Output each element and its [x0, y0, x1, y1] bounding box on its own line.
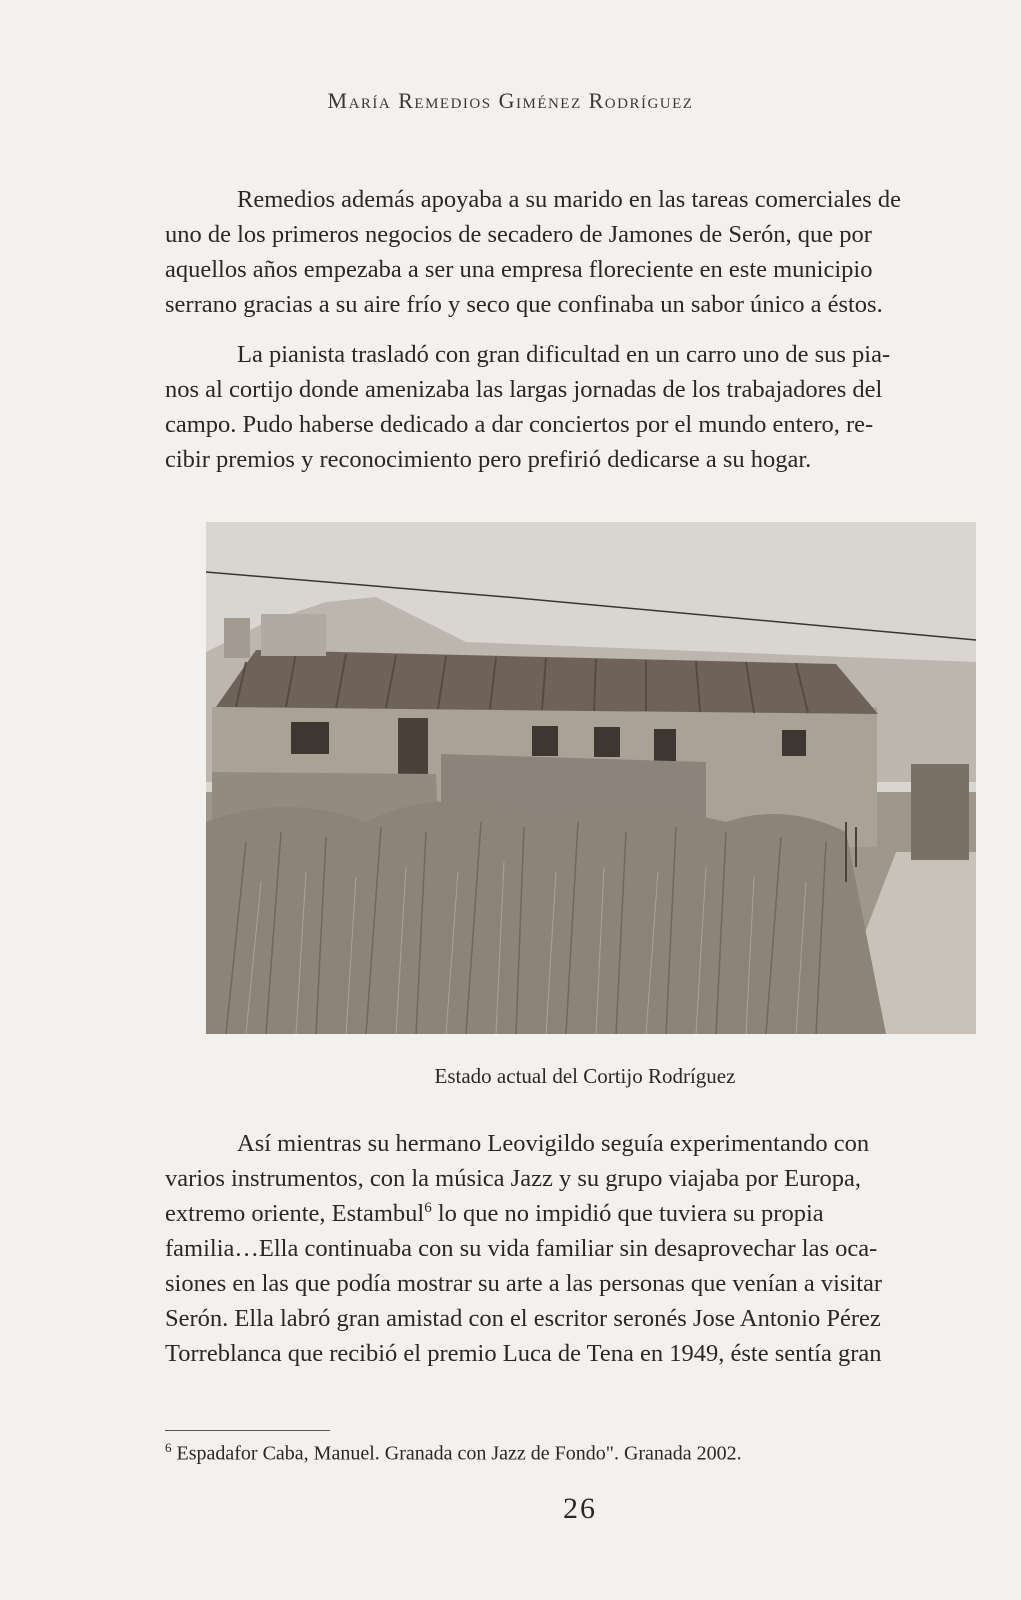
paragraph-line: varios instrumentos, con la música Jazz y su grupo viajaba por Europa, [165, 1165, 862, 1192]
paragraph-line: nos al cortijo donde amenizaba las largas jornadas de los trabajadores del [165, 376, 883, 403]
paragraph-line: Remedios además apoyaba a su marido en las tareas comerciales de [237, 186, 901, 213]
paragraph-1 [165, 182, 1010, 322]
page-number: 26 [563, 1492, 597, 1525]
paragraph-line: La pianista trasladó con gran dificultad en un carro uno de sus pia- [237, 341, 891, 368]
figure-caption: Estado actual del Cortijo Rodríguez [434, 1064, 736, 1088]
paragraph-line: campo. Pudo haberse dedicado a dar conciertos por el mundo entero, re- [165, 411, 874, 438]
line-part: extremo oriente, Estambul [165, 1200, 425, 1227]
paragraph-2 [165, 337, 1010, 477]
footnote [165, 1440, 742, 1466]
paragraph-line: familia…Ella continuaba con su vida familiar sin desaprovechar las oca- [165, 1235, 878, 1262]
paragraph-3 [165, 1126, 1010, 1371]
running-title: María Remedios Giménez Rodríguez [327, 88, 694, 113]
cortijo-photo [206, 522, 976, 1034]
paragraph-line: uno de los primeros negocios de secadero de Jamones de Serón, que por [165, 221, 872, 248]
paragraph-line: Torreblanca que recibió el premio Luca de Tena en 1949, éste sentía gran [165, 1340, 882, 1367]
paragraph-line: Así mientras su hermano Leovigildo seguía experimentando con [237, 1130, 870, 1157]
footnote-text: Espadafor Caba, Manuel. Granada con Jazz de Fondo". Granada 2002. [176, 1442, 742, 1465]
paragraph-line-with-footnote [165, 1196, 1010, 1231]
line-part: lo que no impidió que tuviera su propia [431, 1200, 824, 1227]
footnote-marker: 6 [165, 1440, 172, 1455]
footnote-rule [165, 1430, 330, 1431]
paragraph-line: serrano gracias a su aire frío y seco que confinaba un sabor único a éstos. [165, 291, 883, 318]
footnote-reference: 6 [424, 1199, 432, 1216]
paragraph-line: siones en las que podía mostrar su arte a las personas que venían a visitar [165, 1270, 883, 1297]
running-header [0, 88, 1021, 114]
paragraph-line: cibir premios y reconocimiento pero prefirió dedicarse a su hogar. [165, 446, 812, 473]
paragraph-line: Serón. Ella labró gran amistad con el escritor seronés Jose Antonio Pérez [165, 1305, 881, 1332]
paragraph-line: aquellos años empezaba a ser una empresa floreciente en este municipio [165, 256, 873, 283]
